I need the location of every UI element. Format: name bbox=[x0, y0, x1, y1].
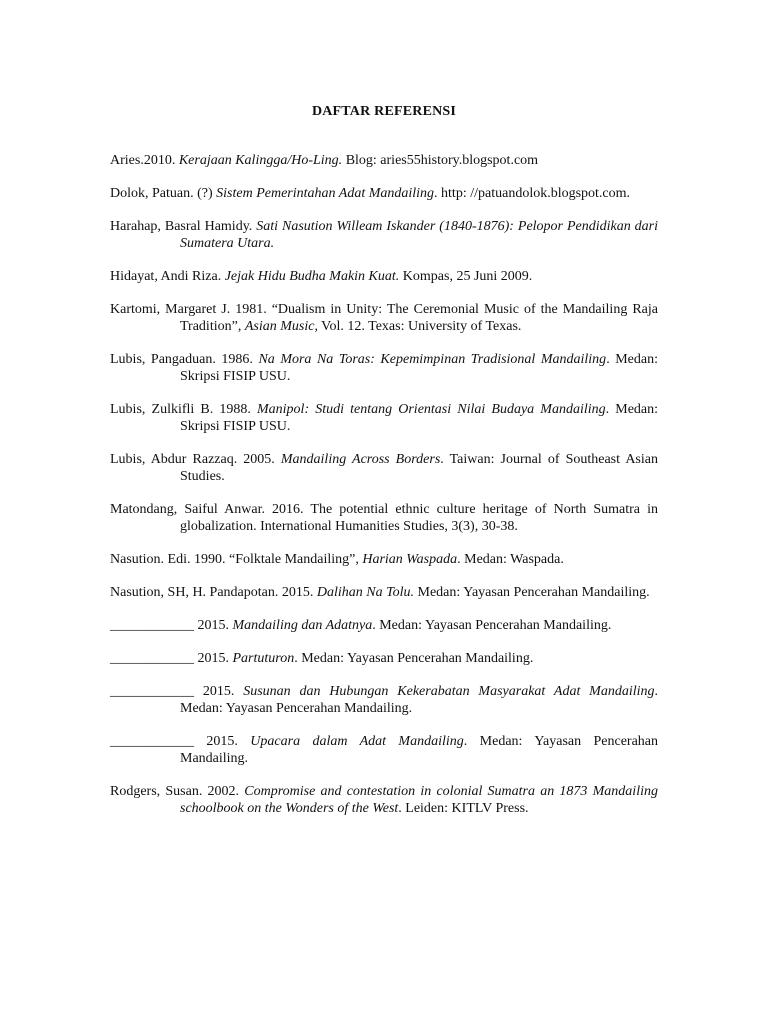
reference-entry bbox=[110, 451, 658, 485]
reference-text: . Medan: Skripsi FISIP USU. bbox=[180, 352, 658, 384]
reference-text: . http: //patuandolok.blogspot.com. bbox=[434, 186, 631, 201]
reference-entry bbox=[110, 617, 658, 634]
reference-text: Kompas, 25 Juni 2009. bbox=[399, 269, 533, 284]
reference-entry bbox=[110, 218, 658, 252]
reference-text: Aries.2010. bbox=[110, 153, 179, 168]
reference-text: ____________ 2015. bbox=[110, 618, 233, 633]
reference-text: . Medan: Yayasan Pencerahan Mandailing. bbox=[180, 734, 659, 766]
reference-title: Sati Nasution Willeam Iskander (1840-1876): Pelopor Pendidikan dari Sumatera Utara. bbox=[180, 219, 659, 251]
reference-title: Upacara dalam Adat Mandailing bbox=[250, 734, 464, 749]
reference-entry bbox=[110, 501, 658, 535]
reference-entry bbox=[110, 783, 658, 817]
reference-text: Hidayat, Andi Riza. bbox=[110, 269, 225, 284]
reference-title: Mandailing Across Borders bbox=[280, 452, 441, 467]
reference-text: Rodgers, Susan. 2002. bbox=[110, 784, 245, 799]
reference-title: Kerajaan Kalingga/Ho-Ling. bbox=[178, 153, 343, 168]
reference-text: Dolok, Patuan. (?) bbox=[110, 186, 217, 201]
reference-text: Medan: Yayasan Pencerahan Mandailing. bbox=[414, 585, 650, 600]
reference-text: ____________ 2015. bbox=[110, 651, 233, 666]
reference-entry bbox=[110, 683, 658, 717]
reference-entry bbox=[110, 301, 658, 335]
reference-entry bbox=[110, 152, 658, 169]
reference-title: Na Mora Na Toras: Kepemimpinan Tradisional Mandailing bbox=[258, 352, 607, 367]
reference-text: Lubis, Abdur Razzaq. 2005. bbox=[110, 452, 281, 467]
reference-text: ____________ 2015. bbox=[110, 684, 244, 699]
reference-text: . Taiwan: Journal of Southeast Asian Studies. bbox=[180, 452, 658, 484]
reference-entry bbox=[110, 584, 658, 601]
reference-text: Lubis, Pangaduan. 1986. bbox=[110, 352, 259, 367]
reference-text: . Leiden: KITLV Press. bbox=[398, 801, 529, 816]
reference-title: Manipol: Studi tentang Orientasi Nilai Budaya Mandailing bbox=[257, 402, 606, 417]
reference-text: . Medan: Yayasan Pencerahan Mandailing. bbox=[180, 684, 658, 716]
reference-text: . Medan: Skripsi FISIP USU. bbox=[180, 402, 659, 434]
reference-text: Blog: aries55history.blogspot.com bbox=[342, 153, 539, 168]
reference-entry bbox=[110, 733, 658, 767]
reference-entry bbox=[110, 650, 658, 667]
reference-text: Nasution. Edi. 1990. “Folktale Mandailing”, bbox=[110, 552, 363, 567]
reference-text: Matondang, Saiful Anwar. 2016. The potential ethnic culture heritage of North Sumatra in globalization. International Humanities Studies, 3(3), 30-38. bbox=[110, 502, 658, 534]
reference-entry bbox=[110, 185, 658, 202]
reference-text: Nasution, SH, H. Pandapotan. 2015. bbox=[110, 585, 317, 600]
reference-text: . Medan: Waspada. bbox=[457, 552, 564, 567]
reference-title: Harian Waspada bbox=[362, 552, 458, 567]
reference-title: Compromise and contestation in colonial Sumatra an 1873 Mandailing schoolbook on the Wonders of the West bbox=[180, 784, 658, 816]
reference-title: Asian Music bbox=[244, 319, 315, 334]
document-page bbox=[110, 103, 658, 833]
reference-entry bbox=[110, 551, 658, 568]
reference-text: . Medan: Yayasan Pencerahan Mandailing. bbox=[294, 651, 534, 666]
reference-title: Jejak Hidu Budha Makin Kuat. bbox=[224, 269, 400, 284]
reference-text: Kartomi, Margaret J. 1981. “Dualism in Unity: The Ceremonial Music of the Mandailing Raja Tradition”, bbox=[110, 302, 658, 334]
reference-text: , Vol. 12. Texas: University of Texas. bbox=[314, 319, 522, 334]
reference-title: Mandailing dan Adatnya bbox=[232, 618, 373, 633]
reference-title: Sistem Pemerintahan Adat Mandailing bbox=[216, 186, 435, 201]
reference-entry bbox=[110, 401, 658, 435]
reference-text: Lubis, Zulkifli B. 1988. bbox=[110, 402, 257, 417]
reference-text: . Medan: Yayasan Pencerahan Mandailing. bbox=[372, 618, 612, 633]
reference-title: Partuturon bbox=[232, 651, 295, 666]
reference-entry bbox=[110, 268, 658, 285]
page-title: DAFTAR REFERENSI bbox=[311, 104, 457, 119]
reference-entry bbox=[110, 351, 658, 385]
reference-title: Dalihan Na Tolu. bbox=[316, 585, 415, 600]
reference-text: Harahap, Basral Hamidy. bbox=[110, 219, 257, 234]
reference-title: Susunan dan Hubungan Kekerabatan Masyarakat Adat Mandailing bbox=[243, 684, 655, 699]
reference-list bbox=[110, 152, 658, 817]
reference-text: ____________ 2015. bbox=[110, 734, 251, 749]
